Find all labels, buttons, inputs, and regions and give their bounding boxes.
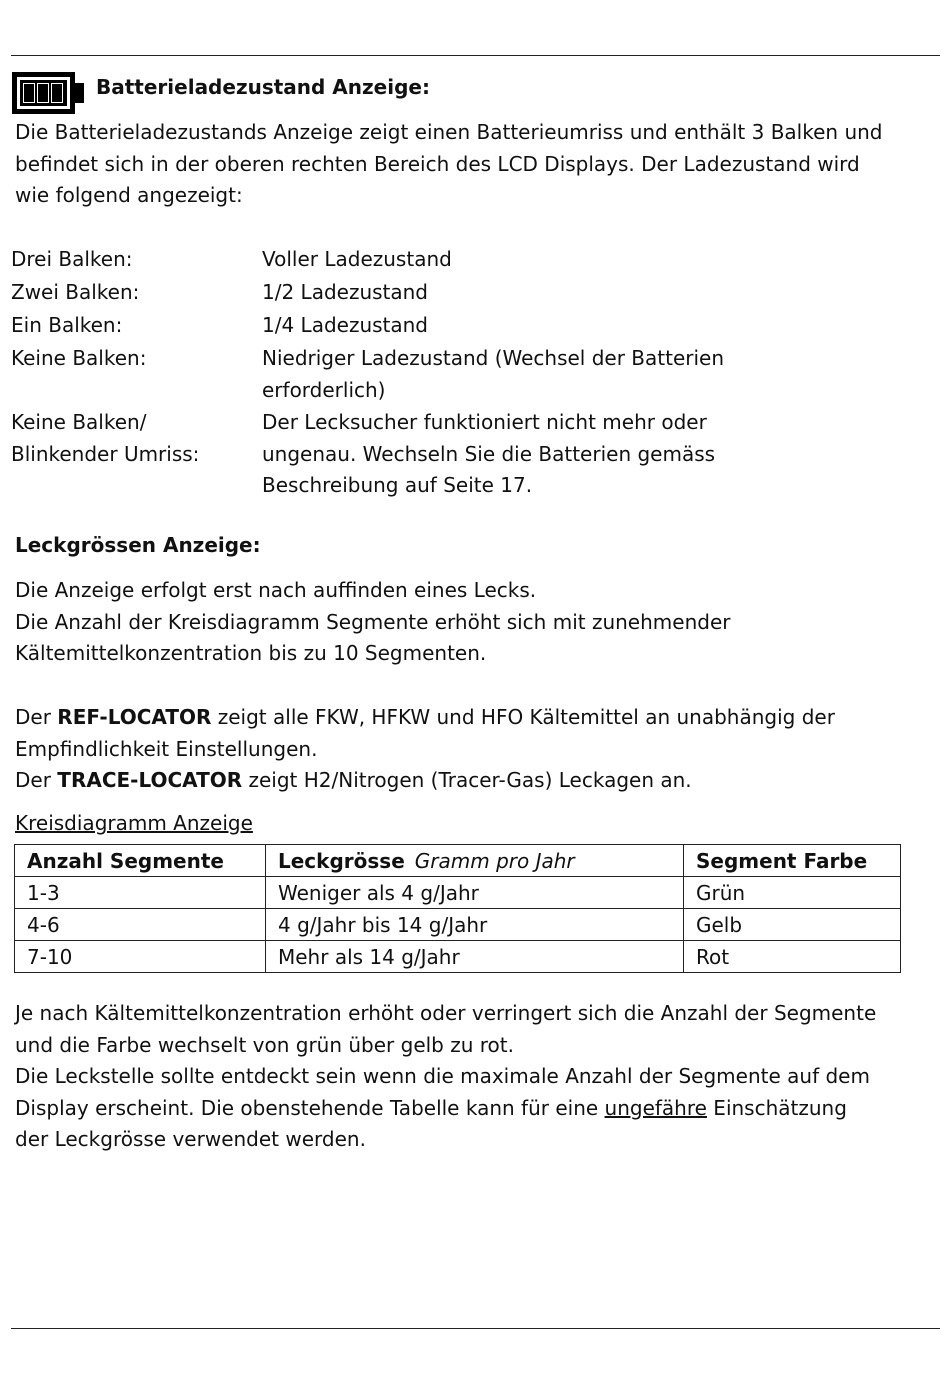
leak-intro (15, 575, 730, 670)
segment-table (14, 844, 901, 973)
emphasis-approximate: ungefähre (604, 1095, 707, 1120)
state-desc: 1/4 Ladezustand (262, 313, 429, 337)
closing-paragraph (15, 998, 876, 1156)
trace-pre: Der (15, 768, 58, 792)
ref-locator-line (15, 702, 835, 734)
ref-locator-name: REF-LOCATOR (57, 705, 212, 729)
table-cell: Mehr als 14 g/Jahr (266, 941, 684, 973)
state-desc: 1/2 Ladezustand (262, 280, 429, 304)
header-leak-size (266, 845, 684, 877)
table-header-row (15, 845, 901, 877)
table-row (15, 877, 901, 909)
header-leak-size-unit: Gramm pro Jahr (414, 848, 575, 873)
table-cell: 4 g/Jahr bis 14 g/Jahr (266, 909, 684, 941)
state-desc: Voller Ladezustand (262, 247, 452, 271)
closing-line: Die Leckstelle sollte entdeckt sein wenn die maximale Anzahl der Segmente auf dem (15, 1064, 870, 1088)
closing-line4-post: Einschätzung (706, 1095, 847, 1120)
state-term: Keine Balken/ (11, 410, 147, 434)
table-cell: Grün (684, 877, 901, 909)
battery-icon (12, 72, 84, 114)
ref-post: zeigt alle FKW, HFKW und HFO Kältemittel an unabhängig der (211, 705, 835, 729)
closing-line: Je nach Kältemittelkonzentration erhöht oder verringert sich die Anzahl der Segmente (15, 1001, 877, 1025)
intro-line: wie folgend angezeigt: (15, 183, 243, 207)
state-desc: Der Lecksucher funktioniert nicht mehr oder (262, 410, 707, 434)
leak-intro-line: Die Anzahl der Kreisdiagramm Segmente erhöht sich mit zunehmender (15, 609, 731, 634)
table-cell: Rot (684, 941, 901, 973)
state-term: Drei Balken: (11, 247, 133, 271)
trace-locator-line (15, 765, 835, 797)
leak-intro-line: Die Anzeige erfolgt erst nach auffinden eines Lecks. (15, 578, 537, 602)
state-desc: erforderlich) (262, 377, 386, 402)
state-term: Blinkender Umriss: (11, 441, 200, 466)
closing-line4-pre: Display erscheint. Die obenstehende Tabelle kann für eine (15, 1095, 605, 1120)
header-leak-size-label: Leckgrösse (278, 848, 405, 873)
battery-intro (15, 117, 883, 212)
state-term: Ein Balken: (11, 313, 123, 337)
leak-intro-line: Kältemittelkonzentration bis zu 10 Segmenten. (15, 641, 487, 665)
table-cell: 7-10 (15, 941, 266, 973)
closing-line (15, 1093, 876, 1125)
table-row (15, 941, 901, 973)
closing-line: und die Farbe wechselt von grün über gelb zu rot. (15, 1032, 514, 1057)
ref-pre: Der (15, 705, 58, 729)
table-cell: 1-3 (15, 877, 266, 909)
trace-locator-name: TRACE-LOCATOR (57, 768, 243, 792)
table-cell: 4-6 (15, 909, 266, 941)
battery-section-title: Batterieladezustand Anzeige: (96, 75, 430, 99)
closing-line: der Leckgrösse verwendet werden. (15, 1127, 366, 1151)
intro-line: Die Batterieladezustands Anzeige zeigt einen Batterieumriss und enthält 3 Balken und (15, 120, 883, 144)
state-desc: Beschreibung auf Seite 17. (262, 473, 533, 497)
table-cell: Gelb (684, 909, 901, 941)
table-caption: Kreisdiagramm Anzeige (15, 811, 253, 835)
locator-paragraph (15, 702, 835, 797)
header-segment-color: Segment Farbe (684, 845, 901, 877)
ref-locator-line2: Empfindlichkeit Einstellungen. (15, 736, 318, 761)
state-term: Keine Balken: (11, 346, 147, 370)
table-row (15, 909, 901, 941)
header-segments: Anzahl Segmente (15, 845, 266, 877)
trace-post: zeigt H2/Nitrogen (Tracer-Gas) Leckagen an. (242, 768, 692, 792)
bottom-rule (11, 1328, 940, 1329)
top-rule (11, 55, 940, 56)
state-term: Zwei Balken: (11, 280, 140, 304)
table-cell: Weniger als 4 g/Jahr (266, 877, 684, 909)
state-desc: ungenau. Wechseln Sie die Batterien gemäss (262, 441, 716, 466)
intro-line: befindet sich in der oberen rechten Bereich des LCD Displays. Der Ladezustand wird (15, 151, 860, 176)
state-desc: Niedriger Ladezustand (Wechsel der Batterien (262, 346, 725, 370)
leak-section-title: Leckgrössen Anzeige: (15, 533, 261, 557)
